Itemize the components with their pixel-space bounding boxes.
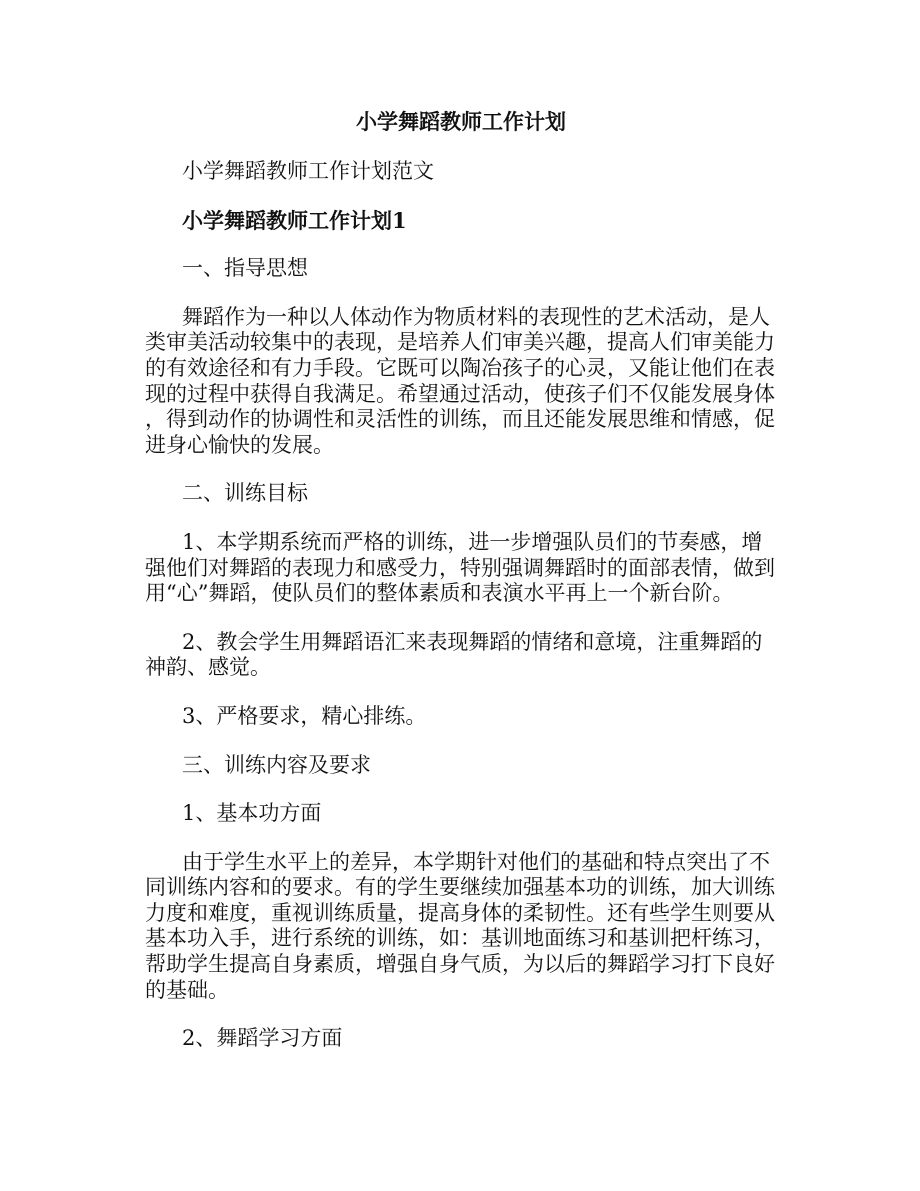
paragraph: 2、教会学生用舞蹈语汇来表现舞蹈的情绪和意境，注重舞蹈的神韵、感觉。 [145,629,763,680]
subheading-dance-learning: 2、舞蹈学习方面 [182,1026,343,1051]
paragraph: 舞蹈作为一种以人体动作为物质材料的表现性的艺术活动，是人类审美活动较集中的表现，是培养人们审美兴趣，提高人们审美能力的有效途径和有力手段。它既可以陶冶孩子的心灵，又能让他们在表现的过程中获得自我满足。希望通过活动，使孩子们不仅能发展身体，得到动作的协调性和灵活性的训练，而且还能发展思维和情感，促进身心愉快的发展。 [145,304,775,457]
subtitle: 小学舞蹈教师工作计划范文 [182,159,434,183]
document-page [145,109,777,1075]
paragraph: 3、严格要求，精心排练。 [182,703,427,728]
paragraph: 1、本学期系统而严格的训练，进一步增强队员们的节奏感，增强他们对舞蹈的表现力和感受力，特别强调舞蹈时的面部表情，做到用“心”舞蹈，使队员们的整体素质和表演水平再上一个新台阶。 [145,529,775,606]
heading-guiding-thought: 一、指导思想 [182,256,308,281]
heading-training-content: 三、训练内容及要求 [182,752,371,777]
paragraph: 由于学生水平上的差异，本学期针对他们的基础和特点突出了不同训练内容和的要求。有的学生要继续加强基本功的训练，加大训练力度和难度，重视训练质量，提高身体的柔韧性。还有些学生则要从基本功入手，进行系统的训练，如：基训地面练习和基训把杆练习，帮助学生提高自身素质，增强自身气质，为以后的舞蹈学习打下良好的基础。 [145,849,775,1002]
subheading-basics: 1、基本功方面 [182,801,322,826]
document-title: 小学舞蹈教师工作计划 [356,109,566,134]
heading-training-goals: 二、训练目标 [182,481,308,506]
section-heading: 小学舞蹈教师工作计划1 [182,207,407,233]
